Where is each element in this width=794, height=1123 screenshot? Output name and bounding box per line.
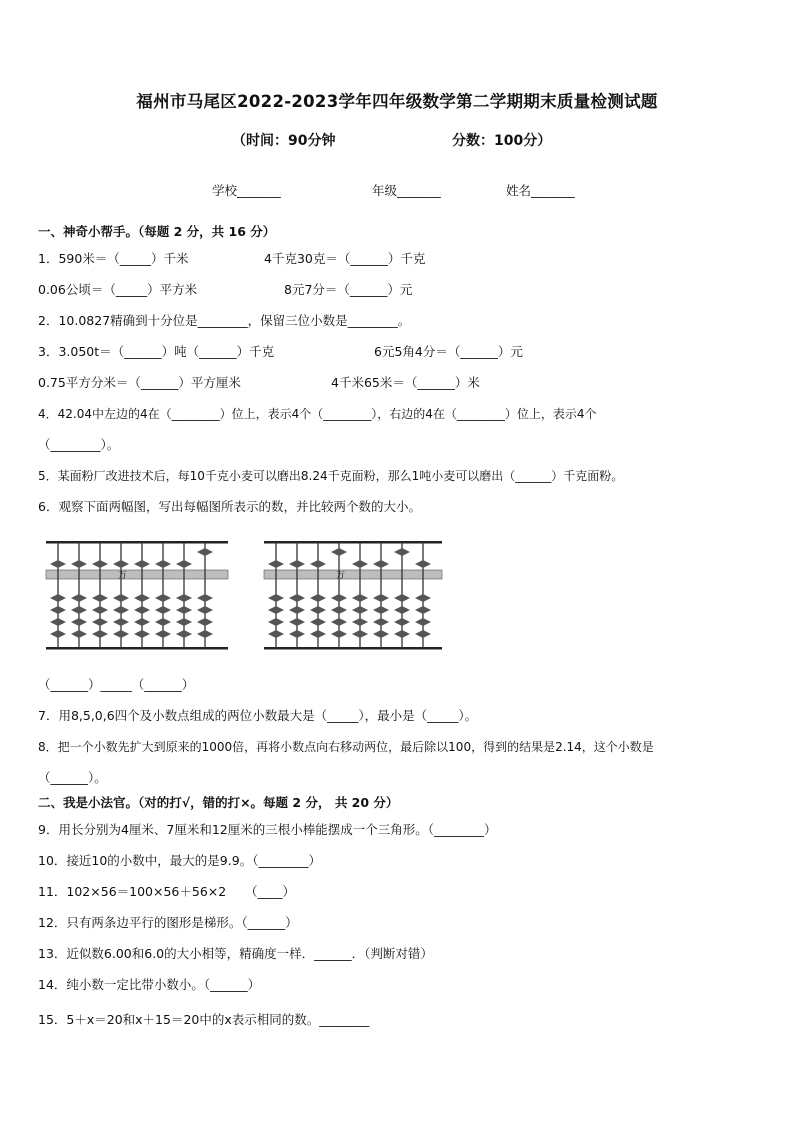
section-2-heading: 二、我是小法官。（对的打√，错的打×。每题 2 分， 共 20 分） [38, 795, 399, 810]
exam-time: （时间：90分钟 [232, 133, 336, 149]
question-8a: 8．把一个小数先扩大到原来的1000倍，再将小数点向右移动两位，最后除以100，得到的结果是2.14，这个小数是 [38, 740, 654, 754]
exam-score: 分数：100分） [452, 133, 552, 149]
abacus-lower-beads [268, 594, 431, 638]
question-6: 6．观察下面两幅图，写出每幅图所表示的数，并比较两个数的大小。 [38, 499, 421, 514]
question-1c: 0.06公顷＝（_____）平方米 [38, 282, 198, 297]
question-2: 2．10.0827精确到十分位是________，保留三位小数是________。 [38, 313, 411, 328]
abacus-right-label: 万 [336, 571, 346, 581]
question-13: 13．近似数6.00和6.0的大小相等，精确度一样．______．（判断对错） [38, 946, 433, 961]
abacus-right [262, 538, 444, 654]
question-14: 14．纯小数一定比带小数小。（______） [38, 977, 261, 992]
name-field: 姓名_______ [506, 183, 575, 198]
question-6-answer: （______）_____（______） [38, 677, 195, 692]
question-4b: （________）。 [38, 437, 120, 452]
question-7: 7．用8,5,0,6四个及小数点组成的两位小数最大是（_____），最小是（_____）。 [38, 708, 478, 723]
abacus-upper-beads [268, 548, 431, 568]
abacus-lower-beads [50, 594, 213, 638]
question-3a: 3．3.050t＝（______）吨（______）千克 [38, 344, 275, 359]
question-3b: 6元5角4分＝（______）元 [374, 344, 523, 359]
abacus-left-label: 万 [118, 571, 128, 581]
question-3d: 4千米65米＝（______）米 [331, 375, 480, 390]
question-12: 12．只有两条边平行的图形是梯形。（______） [38, 915, 298, 930]
question-1b: 4千克30克＝（______）千克 [264, 251, 426, 266]
grade-field: 年级_______ [372, 183, 441, 198]
school-field: 学校_______ [212, 183, 281, 198]
question-8b: （______）。 [38, 770, 107, 785]
question-15: 15．5＋x＝20和x＋15＝20中的x表示相同的数。________ [38, 1012, 370, 1027]
question-9: 9．用长分别为4厘米、7厘米和12厘米的三根小棒能摆成一个三角形。（________） [38, 822, 497, 837]
question-1a: 1．590米＝（_____）千米 [38, 251, 189, 266]
question-11: 11．102×56＝100×56＋56×2 （____） [38, 884, 295, 899]
question-5: 5．某面粉厂改进技术后，每10千克小麦可以磨出8.24千克面粉，那么1吨小麦可以磨出（______）千克面粉。 [38, 469, 624, 483]
question-1d: 8元7分＝（______）元 [284, 282, 413, 297]
question-4a: 4．42.04中左边的4在（________）位上，表示4个（________），右边的4在（________）位上，表示4个 [38, 407, 597, 421]
page-title: 福州市马尾区2022-2023学年四年级数学第二学期期末质量检测试题 [136, 92, 658, 111]
abacus-left [44, 538, 230, 654]
question-10: 10．接近10的小数中，最大的是9.9。（________） [38, 853, 321, 868]
section-1-heading: 一、神奇小帮手。（每题 2 分，共 16 分） [38, 224, 276, 239]
question-3c: 0.75平方分米＝（______）平方厘米 [38, 375, 241, 390]
abacus-upper-beads [50, 548, 213, 568]
